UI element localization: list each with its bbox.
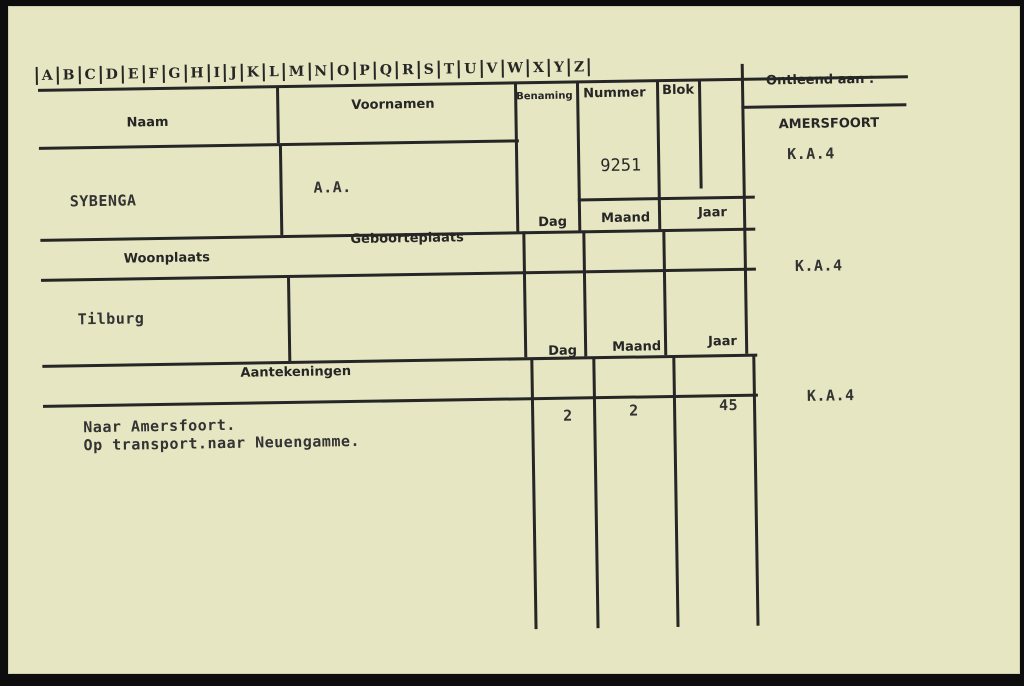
blok-label: Blok xyxy=(661,82,695,99)
geboorteplaats-label: Geboorteplaats xyxy=(350,230,464,248)
note-maand-value: 2 xyxy=(628,401,639,420)
tab-letter: J xyxy=(226,64,243,82)
divider xyxy=(43,394,758,408)
tab-letter: L xyxy=(265,63,285,81)
nummer-label: Nummer xyxy=(583,85,646,102)
tab-letter: M xyxy=(285,63,311,81)
tab-letter: R xyxy=(398,61,420,79)
voornamen-value: A.A. xyxy=(313,177,352,197)
jaar-label-2: Jaar xyxy=(707,333,737,350)
divider xyxy=(276,87,280,143)
tab-letter: T xyxy=(440,60,461,78)
note-jaar-value: 45 xyxy=(718,395,739,415)
note-line-1: Naar Amersfoort. xyxy=(83,415,236,437)
divider xyxy=(287,277,291,361)
source-ka4-2: K.A.4 xyxy=(794,256,843,276)
tab-letter: C xyxy=(80,66,101,84)
tab-letter: A xyxy=(36,67,59,85)
divider xyxy=(41,268,756,282)
tab-letter: K xyxy=(243,63,265,81)
tab-letter: E xyxy=(124,65,145,83)
tab-letter: H xyxy=(186,64,210,82)
divider xyxy=(582,230,587,356)
tab-letter: B xyxy=(59,66,81,84)
aantekeningen-label: Aantekeningen xyxy=(240,364,352,381)
tab-letter: V xyxy=(482,60,503,78)
source-place: AMERSFOORT xyxy=(778,115,880,133)
tab-letter: Q xyxy=(376,61,398,79)
divider xyxy=(279,145,283,235)
woonplaats-value: Tilburg xyxy=(77,309,145,329)
dag-label-1: Dag xyxy=(538,214,568,231)
tab-letter: I xyxy=(209,64,226,82)
divider xyxy=(522,231,527,357)
source-ka4-1: K.A.4 xyxy=(786,144,835,164)
tab-letter: G xyxy=(164,65,186,83)
tab-letter: F xyxy=(144,65,164,83)
naam-label: Naam xyxy=(126,114,169,131)
dag-label-2: Dag xyxy=(548,343,578,359)
woonplaats-label: Woonplaats xyxy=(123,250,211,267)
tab-letter: S xyxy=(420,61,440,79)
divider xyxy=(578,196,755,202)
voornamen-label: Voornamen xyxy=(351,96,435,113)
ontleend-aan-label: Ontleend aan : xyxy=(765,71,875,89)
divider xyxy=(662,229,667,355)
tab-letter: W xyxy=(503,59,529,77)
source-ka4-3: K.A.4 xyxy=(806,386,855,405)
divider xyxy=(576,82,581,232)
naam-value: SYBENGA xyxy=(69,191,137,211)
tab-letter: D xyxy=(102,66,124,84)
divider xyxy=(752,356,759,626)
divider xyxy=(656,81,661,231)
note-dag-value: 2 xyxy=(563,406,573,425)
divider xyxy=(42,354,757,368)
tab-letter: Z xyxy=(570,58,591,76)
divider xyxy=(741,103,906,109)
jaar-label-1: Jaar xyxy=(697,205,727,221)
tab-letter: Y xyxy=(550,59,570,77)
nummer-value: 9251 xyxy=(600,155,642,177)
tab-letter: U xyxy=(460,60,482,78)
divider xyxy=(514,83,519,233)
maand-label-2: Maand xyxy=(612,339,662,355)
tab-letter: X xyxy=(529,59,550,77)
tab-letter: O xyxy=(333,62,355,80)
benaming-label: Benaming xyxy=(516,90,573,103)
maand-label-1: Maand xyxy=(600,210,651,227)
divider xyxy=(698,80,703,188)
tab-letter: P xyxy=(355,62,376,80)
note-line-2: Op transport.naar Neuengamme. xyxy=(83,431,361,455)
tab-letter: N xyxy=(310,62,333,80)
